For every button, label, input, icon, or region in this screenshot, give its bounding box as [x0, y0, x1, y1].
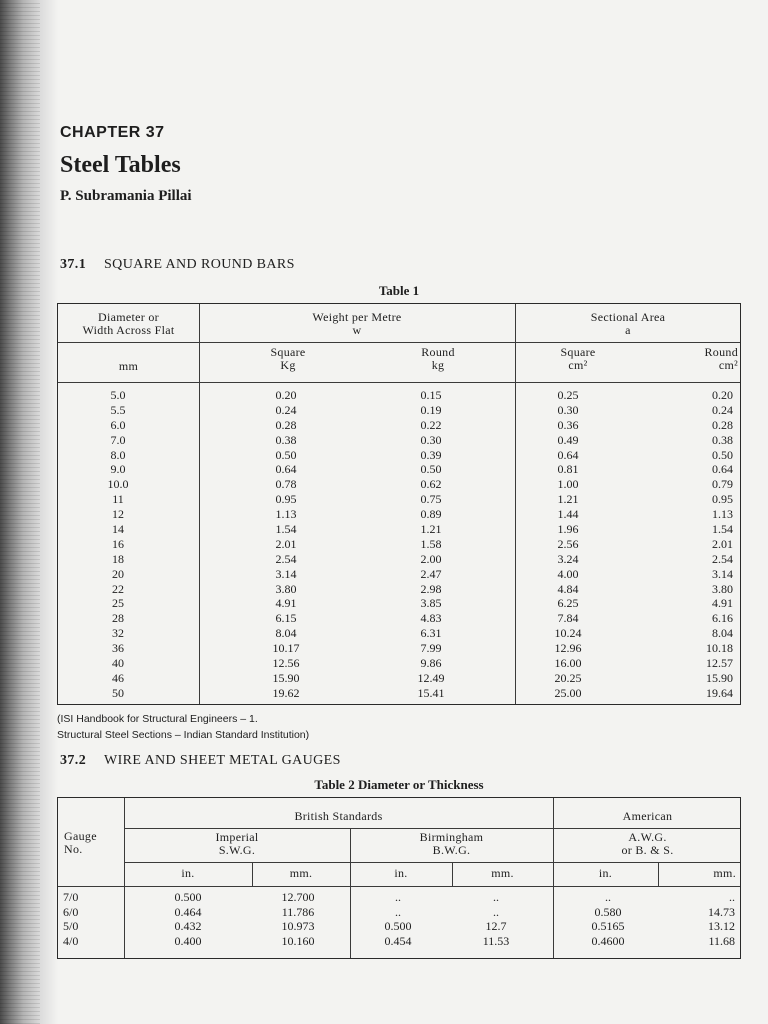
table-cell: 3.80 — [275, 581, 297, 596]
table-cell: 0.39 — [420, 447, 442, 462]
header-diameter-line2: Width Across Flat — [82, 323, 175, 337]
book-spine-texture — [0, 0, 40, 1024]
section-title: SQUARE AND ROUND BARS — [104, 257, 295, 272]
table-cell: 14 — [112, 522, 124, 537]
table-cell: .. — [493, 890, 499, 904]
table-cell: 10.973 — [281, 919, 315, 933]
subheader-square-label: Square — [560, 345, 596, 359]
table-cell: 12.700 — [281, 890, 315, 904]
subheader-round-label: Round — [421, 345, 455, 359]
subheader-weight-round — [398, 346, 478, 372]
table-cell: 16.00 — [554, 656, 582, 671]
table-cell: 15.41 — [417, 685, 445, 700]
table-rule — [199, 304, 200, 704]
table-cell: 0.89 — [420, 507, 442, 522]
table-cell: 0.28 — [712, 417, 733, 432]
table-cell: 0.454 — [384, 933, 412, 948]
subheader-round-unit: kg — [431, 358, 445, 372]
header-gauge-line1: Gauge — [64, 829, 97, 843]
table-cell: 15.90 — [706, 670, 733, 685]
table-cell: 4.84 — [557, 581, 579, 596]
author-name: P. Subramania Pillai — [60, 188, 192, 204]
table-cell: 0.24 — [712, 402, 733, 417]
table-cell: 0.20 — [275, 388, 297, 402]
section-number: 37.1 — [60, 257, 87, 272]
table-cell: 13.12 — [708, 919, 735, 933]
subheader-square-label: Square — [270, 345, 306, 359]
header-weight — [199, 311, 515, 337]
table1-caption: Table 1 — [378, 283, 420, 298]
subheader-round-label: Round — [704, 345, 738, 359]
table-cell: 0.75 — [420, 492, 442, 507]
table-rule — [58, 886, 740, 887]
table-cell: 0.25 — [557, 388, 579, 402]
table-cell: 4.91 — [275, 596, 297, 611]
table-cell: 0.64 — [275, 462, 297, 477]
table-cell: 0.49 — [557, 432, 579, 447]
table-cell: 11 — [112, 492, 124, 507]
table-cell: 50 — [112, 685, 124, 700]
chapter-label: CHAPTER 37 — [60, 124, 165, 141]
header-awg — [553, 831, 742, 857]
table-cell: 7.84 — [557, 611, 579, 626]
table-cell: 0.64 — [712, 462, 733, 477]
table-cell: 6.31 — [420, 626, 442, 641]
table-cell: 8.04 — [712, 626, 733, 641]
header-weight-label: Weight per Metre — [312, 310, 402, 324]
table-cell: 12 — [112, 507, 124, 522]
table-cell: 11.53 — [482, 933, 510, 948]
table-cell: 36 — [112, 641, 124, 656]
header-diameter-line1: Diameter or — [98, 310, 159, 324]
table-cell: 0.5165 — [591, 919, 625, 933]
header-birmingham-label: Birmingham — [419, 830, 484, 844]
unit-awg-in: in. — [598, 866, 613, 880]
table-cell: 0.78 — [275, 477, 297, 492]
table-cell: 1.13 — [275, 507, 297, 522]
section-heading-2 — [60, 753, 341, 769]
header-british: British Standards — [294, 809, 383, 823]
table-cell: .. — [729, 890, 735, 904]
table-rule — [58, 342, 740, 343]
subheader-square-unit: cm² — [568, 358, 588, 372]
table-cell: 0.30 — [420, 432, 442, 447]
unit-bwg-mm: mm. — [491, 866, 514, 880]
area-square-column — [540, 388, 596, 701]
table-cell: 6.15 — [275, 611, 297, 626]
table-cell: 0.95 — [712, 492, 733, 507]
table-cell: 2.54 — [275, 551, 297, 566]
table-cell: 2.56 — [557, 536, 579, 551]
header-diameter — [58, 311, 199, 337]
table-cell: 46 — [112, 670, 124, 685]
table-cell: 19.64 — [706, 685, 733, 700]
header-weight-symbol: w — [352, 323, 362, 337]
section-number: 37.2 — [60, 753, 87, 768]
subheader-mm: mm — [118, 359, 139, 373]
table-cell: 5.5 — [110, 402, 126, 417]
table-cell: 4.91 — [712, 596, 733, 611]
table-cell: 0.28 — [275, 417, 297, 432]
table-cell: 9.86 — [420, 656, 442, 671]
section-title: WIRE AND SHEET METAL GAUGES — [104, 753, 341, 768]
header-gauge — [64, 830, 124, 856]
gauge-column — [63, 890, 103, 948]
square-round-bars-table — [57, 303, 741, 705]
table-cell: 20 — [112, 566, 124, 581]
table-cell: 3.80 — [712, 581, 733, 596]
table-cell: 4/0 — [63, 933, 79, 948]
table-cell: 1.96 — [557, 522, 579, 537]
header-imperial-label: Imperial — [215, 830, 259, 844]
table-cell: 18 — [112, 551, 124, 566]
table-cell: 0.432 — [174, 919, 202, 933]
header-area-label: Sectional Area — [590, 310, 666, 324]
table-cell: 7.99 — [420, 641, 442, 656]
table-cell: 25.00 — [554, 685, 582, 700]
header-birmingham — [350, 831, 553, 857]
table-cell: 5.0 — [110, 388, 126, 402]
table-cell: 3.85 — [420, 596, 442, 611]
table-cell: .. — [395, 890, 401, 904]
table-cell: 0.500 — [384, 919, 412, 933]
table-cell: 10.18 — [706, 641, 733, 656]
table-cell: 0.500 — [174, 890, 202, 904]
awg-in-column — [578, 890, 638, 948]
table-cell: 0.30 — [557, 402, 579, 417]
table-cell: 2.54 — [712, 551, 733, 566]
unit-awg-mm: mm. — [713, 866, 736, 880]
table-cell: 11.786 — [281, 904, 315, 919]
table-cell: 0.50 — [712, 447, 733, 462]
table-cell: 0.38 — [275, 432, 297, 447]
table-cell: 11.68 — [708, 933, 735, 948]
table-cell: 10.0 — [107, 477, 129, 492]
table-cell: 10.160 — [281, 933, 315, 948]
table-cell: 1.44 — [557, 507, 579, 522]
table-cell: 10.24 — [554, 626, 582, 641]
table-cell: 1.21 — [557, 492, 579, 507]
table-cell: 15.90 — [272, 670, 300, 685]
table-cell: 25 — [112, 596, 124, 611]
table-cell: 8.04 — [275, 626, 297, 641]
table-cell: 0.50 — [275, 447, 297, 462]
bwg-in-column — [368, 890, 428, 948]
table-cell: 3.14 — [275, 566, 297, 581]
awg-mm-column — [673, 890, 735, 948]
table-cell: 5/0 — [63, 919, 79, 933]
diameter-column — [98, 388, 138, 701]
subheader-round-unit: cm² — [718, 358, 738, 372]
table-cell: 4.83 — [420, 611, 442, 626]
table-cell: 0.64 — [557, 447, 579, 462]
table-cell: 22 — [112, 581, 124, 596]
subheader-area-round — [678, 346, 738, 372]
header-awg-label: A.W.G. — [628, 830, 667, 844]
table-cell: 2.01 — [275, 536, 297, 551]
table-cell: 0.81 — [557, 462, 579, 477]
table-cell: 1.21 — [420, 522, 442, 537]
table-cell: 1.00 — [557, 477, 579, 492]
header-swg-label: S.W.G. — [218, 843, 256, 857]
table-cell: 2.01 — [712, 536, 733, 551]
table-cell: 12.56 — [272, 656, 300, 671]
table-cell: 1.13 — [712, 507, 733, 522]
header-bwg-label: B.W.G. — [432, 843, 471, 857]
table-cell: 0.400 — [174, 933, 202, 948]
table-cell: 3.14 — [712, 566, 733, 581]
table-cell: .. — [493, 904, 499, 919]
header-area — [515, 311, 741, 337]
table-cell: 0.4600 — [591, 933, 625, 948]
table-cell: 0.50 — [420, 462, 442, 477]
table-cell: 7.0 — [110, 432, 126, 447]
table-cell: 12.96 — [554, 641, 582, 656]
unit-bwg-in: in. — [394, 866, 408, 880]
weight-round-column — [403, 388, 459, 701]
unit-swg-in: in. — [181, 866, 195, 880]
swg-in-column — [158, 890, 218, 948]
swg-mm-column — [268, 890, 328, 948]
table-cell: 28 — [112, 611, 124, 626]
weight-square-column — [258, 388, 314, 701]
table-cell: .. — [395, 904, 401, 919]
subheader-square-unit: Kg — [280, 358, 296, 372]
table-cell: 0.20 — [712, 388, 733, 402]
table-cell: 1.54 — [712, 522, 733, 537]
header-american: American — [622, 809, 673, 823]
chapter-title: Steel Tables — [60, 152, 181, 178]
header-gauge-line2: No. — [64, 842, 83, 856]
table-cell: 12.57 — [706, 656, 733, 671]
header-imperial — [124, 831, 350, 857]
source-note-line2: Structural Steel Sections – Indian Standard Institution) — [57, 729, 310, 741]
table-cell: 14.73 — [708, 904, 735, 919]
table-cell: 4.00 — [557, 566, 579, 581]
table-cell: 19.62 — [272, 685, 300, 700]
table-cell: 0.62 — [420, 477, 442, 492]
table-cell: 6.25 — [557, 596, 579, 611]
table-cell: 3.24 — [557, 551, 579, 566]
subheader-area-square — [538, 346, 618, 372]
header-bs-label: or B. & S. — [621, 843, 674, 857]
unit-swg-mm: mm. — [289, 866, 313, 880]
table-cell: 6.0 — [110, 417, 126, 432]
table-cell: 1.58 — [420, 536, 442, 551]
subheader-weight-square — [248, 346, 328, 372]
table-cell: 7/0 — [63, 890, 79, 904]
table-cell: 6/0 — [63, 904, 79, 919]
table-cell: 2.98 — [420, 581, 442, 596]
table-cell: 0.79 — [712, 477, 733, 492]
source-note-line1: (ISI Handbook for Structural Engineers – 1. — [57, 713, 258, 725]
table-cell: 20.25 — [554, 670, 582, 685]
table-cell: 16 — [112, 536, 124, 551]
section-heading-1 — [60, 257, 295, 273]
table-cell: 1.54 — [275, 522, 297, 537]
table-cell: 2.47 — [420, 566, 442, 581]
wire-gauge-table — [57, 797, 741, 959]
table-cell: 40 — [112, 656, 124, 671]
table-cell: 0.15 — [420, 388, 442, 402]
table-cell: 0.38 — [712, 432, 733, 447]
table2-caption: Table 2 Diameter or Thickness — [314, 777, 484, 792]
table-cell: .. — [605, 890, 611, 904]
table-cell: 10.17 — [272, 641, 300, 656]
table-rule — [124, 862, 740, 863]
table-cell: 0.24 — [275, 402, 297, 417]
bwg-mm-column — [466, 890, 526, 948]
table-cell: 0.580 — [594, 904, 622, 919]
table-cell: 0.95 — [275, 492, 297, 507]
table-rule — [515, 304, 516, 704]
table-cell: 0.19 — [420, 402, 442, 417]
table-cell: 6.16 — [712, 611, 733, 626]
table-rule — [124, 828, 740, 829]
table-cell: 8.0 — [110, 447, 126, 462]
table-cell: 0.464 — [174, 904, 202, 919]
area-round-column — [678, 388, 733, 701]
table-cell: 2.00 — [420, 551, 442, 566]
table-cell: 0.36 — [557, 417, 579, 432]
table-rule — [58, 382, 740, 383]
table-cell: 0.22 — [420, 417, 442, 432]
header-area-symbol: a — [625, 323, 631, 337]
table-cell: 12.7 — [485, 919, 507, 933]
table-cell: 32 — [112, 626, 124, 641]
table-cell: 12.49 — [417, 670, 445, 685]
table-cell: 9.0 — [110, 462, 126, 477]
